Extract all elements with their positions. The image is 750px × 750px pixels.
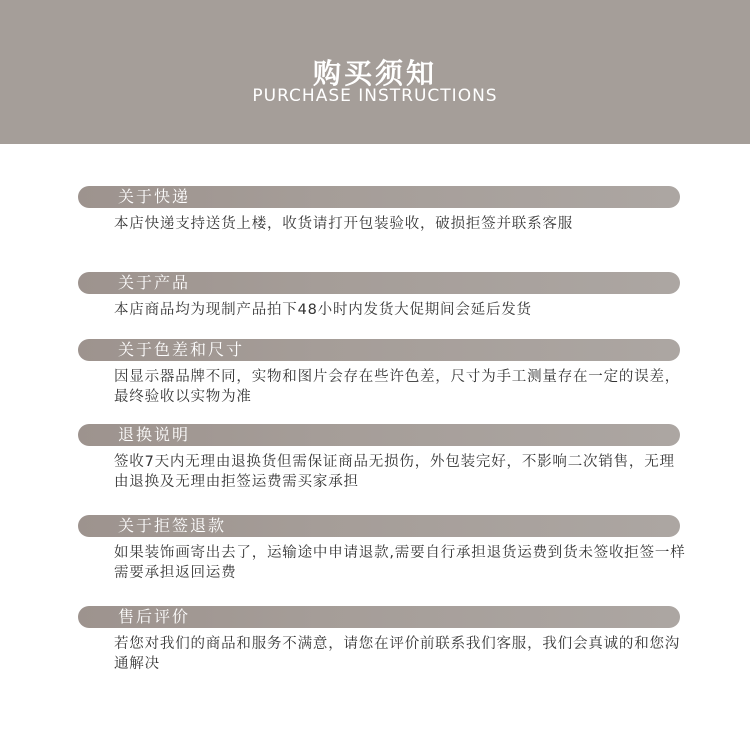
section-returns xyxy=(78,424,680,492)
section-bar xyxy=(78,339,680,361)
section-body: 如果装饰画寄出去了，运输途中申请退款,需要自行承担退货运费到货未签收拒签一样需要承担返回运费 xyxy=(114,545,686,581)
section-refund xyxy=(78,515,686,583)
section-title: 关于色差和尺寸 xyxy=(118,340,245,359)
section-body: 签收7天内无理由退换货但需保证商品无损伤，外包装完好，不影响二次销售，无理由退换及无理由拒签运费需买家承担 xyxy=(114,454,675,490)
section-bar xyxy=(78,424,680,446)
section-bar xyxy=(78,606,680,628)
page-title: 购买须知 xyxy=(312,57,437,90)
section-title: 关于产品 xyxy=(118,273,191,292)
section-body: 若您对我们的商品和服务不满意，请您在评价前联系我们客服，我们会真诚的和您沟通解决 xyxy=(114,636,681,672)
section-title: 关于快递 xyxy=(118,187,191,206)
section-product xyxy=(78,272,680,320)
section-title: 关于拒签退款 xyxy=(118,516,227,535)
section-body: 本店商品均为现制产品拍下48小时内发货大促期间会延后发货 xyxy=(114,302,532,318)
section-express xyxy=(78,186,680,234)
section-bar xyxy=(78,515,680,537)
section-color-size xyxy=(78,339,680,407)
section-title: 售后评价 xyxy=(118,607,191,626)
page-subtitle: PURCHASE INSTRUCTIONS xyxy=(252,86,498,106)
section-bar xyxy=(78,186,680,208)
section-body: 本店快递支持送货上楼，收货请打开包装验收，破损拒签并联系客服 xyxy=(114,216,573,232)
header-banner xyxy=(0,0,750,144)
section-title: 退换说明 xyxy=(118,425,191,444)
section-bar xyxy=(78,272,680,294)
section-body: 因显示器品牌不同，实物和图片会存在些许色差，尺寸为手工测量存在一定的误差，最终验收以实物为准 xyxy=(114,369,681,405)
section-after-sales xyxy=(78,606,680,674)
